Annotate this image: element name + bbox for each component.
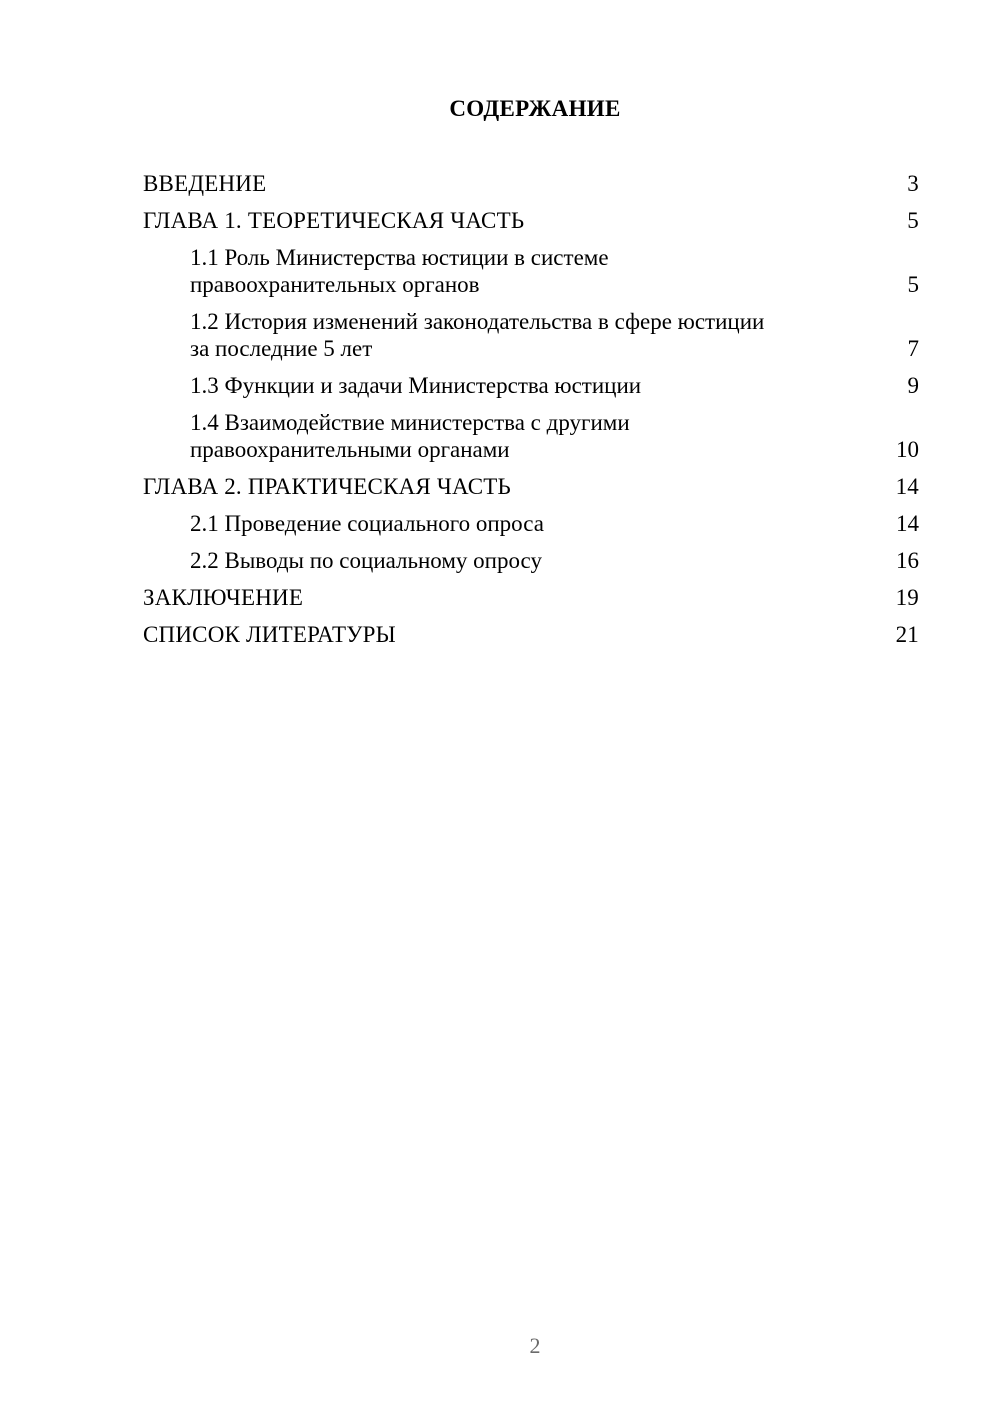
toc-entry-page: 3 <box>907 171 919 196</box>
toc-entry-conclusion <box>143 584 919 611</box>
toc-entry-bibliography <box>143 621 919 648</box>
table-of-contents <box>143 170 919 648</box>
toc-entry-chapter-2 <box>143 473 919 500</box>
page-title: СОДЕРЖАНИЕ <box>449 96 621 121</box>
toc-entry-page: 14 <box>895 474 919 499</box>
toc-entry-page: 9 <box>907 373 919 398</box>
toc-entry-text: 1.2 История изменений законодательства в сфере юстиции за последние 5 лет <box>190 309 765 361</box>
toc-entry-introduction <box>143 170 919 197</box>
toc-entry-text: 1.1 Роль Министерства юстиции в системе правоохранительных органов <box>190 245 609 297</box>
toc-entry-chapter-1 <box>143 207 919 234</box>
toc-entry-section-2-1 <box>143 510 919 537</box>
toc-entry-page: 19 <box>895 585 919 610</box>
toc-entry-page: 14 <box>896 511 919 536</box>
toc-entry-text: ЗАКЛЮЧЕНИЕ <box>143 585 304 610</box>
toc-entry-section-1-3 <box>143 372 919 399</box>
toc-entry-text: 1.4 Взаимодействие министерства с другими правоохранительными органами <box>190 410 630 462</box>
toc-entry-page: 10 <box>896 437 919 462</box>
toc-entry-text: ГЛАВА 1. ТЕОРЕТИЧЕСКАЯ ЧАСТЬ <box>143 208 525 233</box>
toc-entry-page: 5 <box>907 272 919 297</box>
toc-entry-text: 2.2 Выводы по социальному опросу <box>190 548 542 573</box>
page-number: 2 <box>529 1333 541 1358</box>
toc-entry-section-1-2 <box>143 308 919 362</box>
toc-entry-section-1-4 <box>143 409 919 463</box>
toc-entry-page: 21 <box>895 622 919 647</box>
toc-entry-text: ВВЕДЕНИЕ <box>143 171 267 196</box>
toc-entry-page: 5 <box>907 208 919 233</box>
toc-entry-page: 7 <box>907 336 919 361</box>
toc-entry-text: 1.3 Функции и задачи Министерства юстиции <box>190 373 642 398</box>
toc-entry-page: 16 <box>896 548 919 573</box>
toc-entry-section-1-1 <box>143 244 919 298</box>
toc-entry-section-2-2 <box>143 547 919 574</box>
toc-entry-text: 2.1 Проведение социального опроса <box>190 511 544 536</box>
toc-entry-text: ГЛАВА 2. ПРАКТИЧЕСКАЯ ЧАСТЬ <box>143 474 511 499</box>
toc-entry-text: СПИСОК ЛИТЕРАТУРЫ <box>143 622 396 647</box>
